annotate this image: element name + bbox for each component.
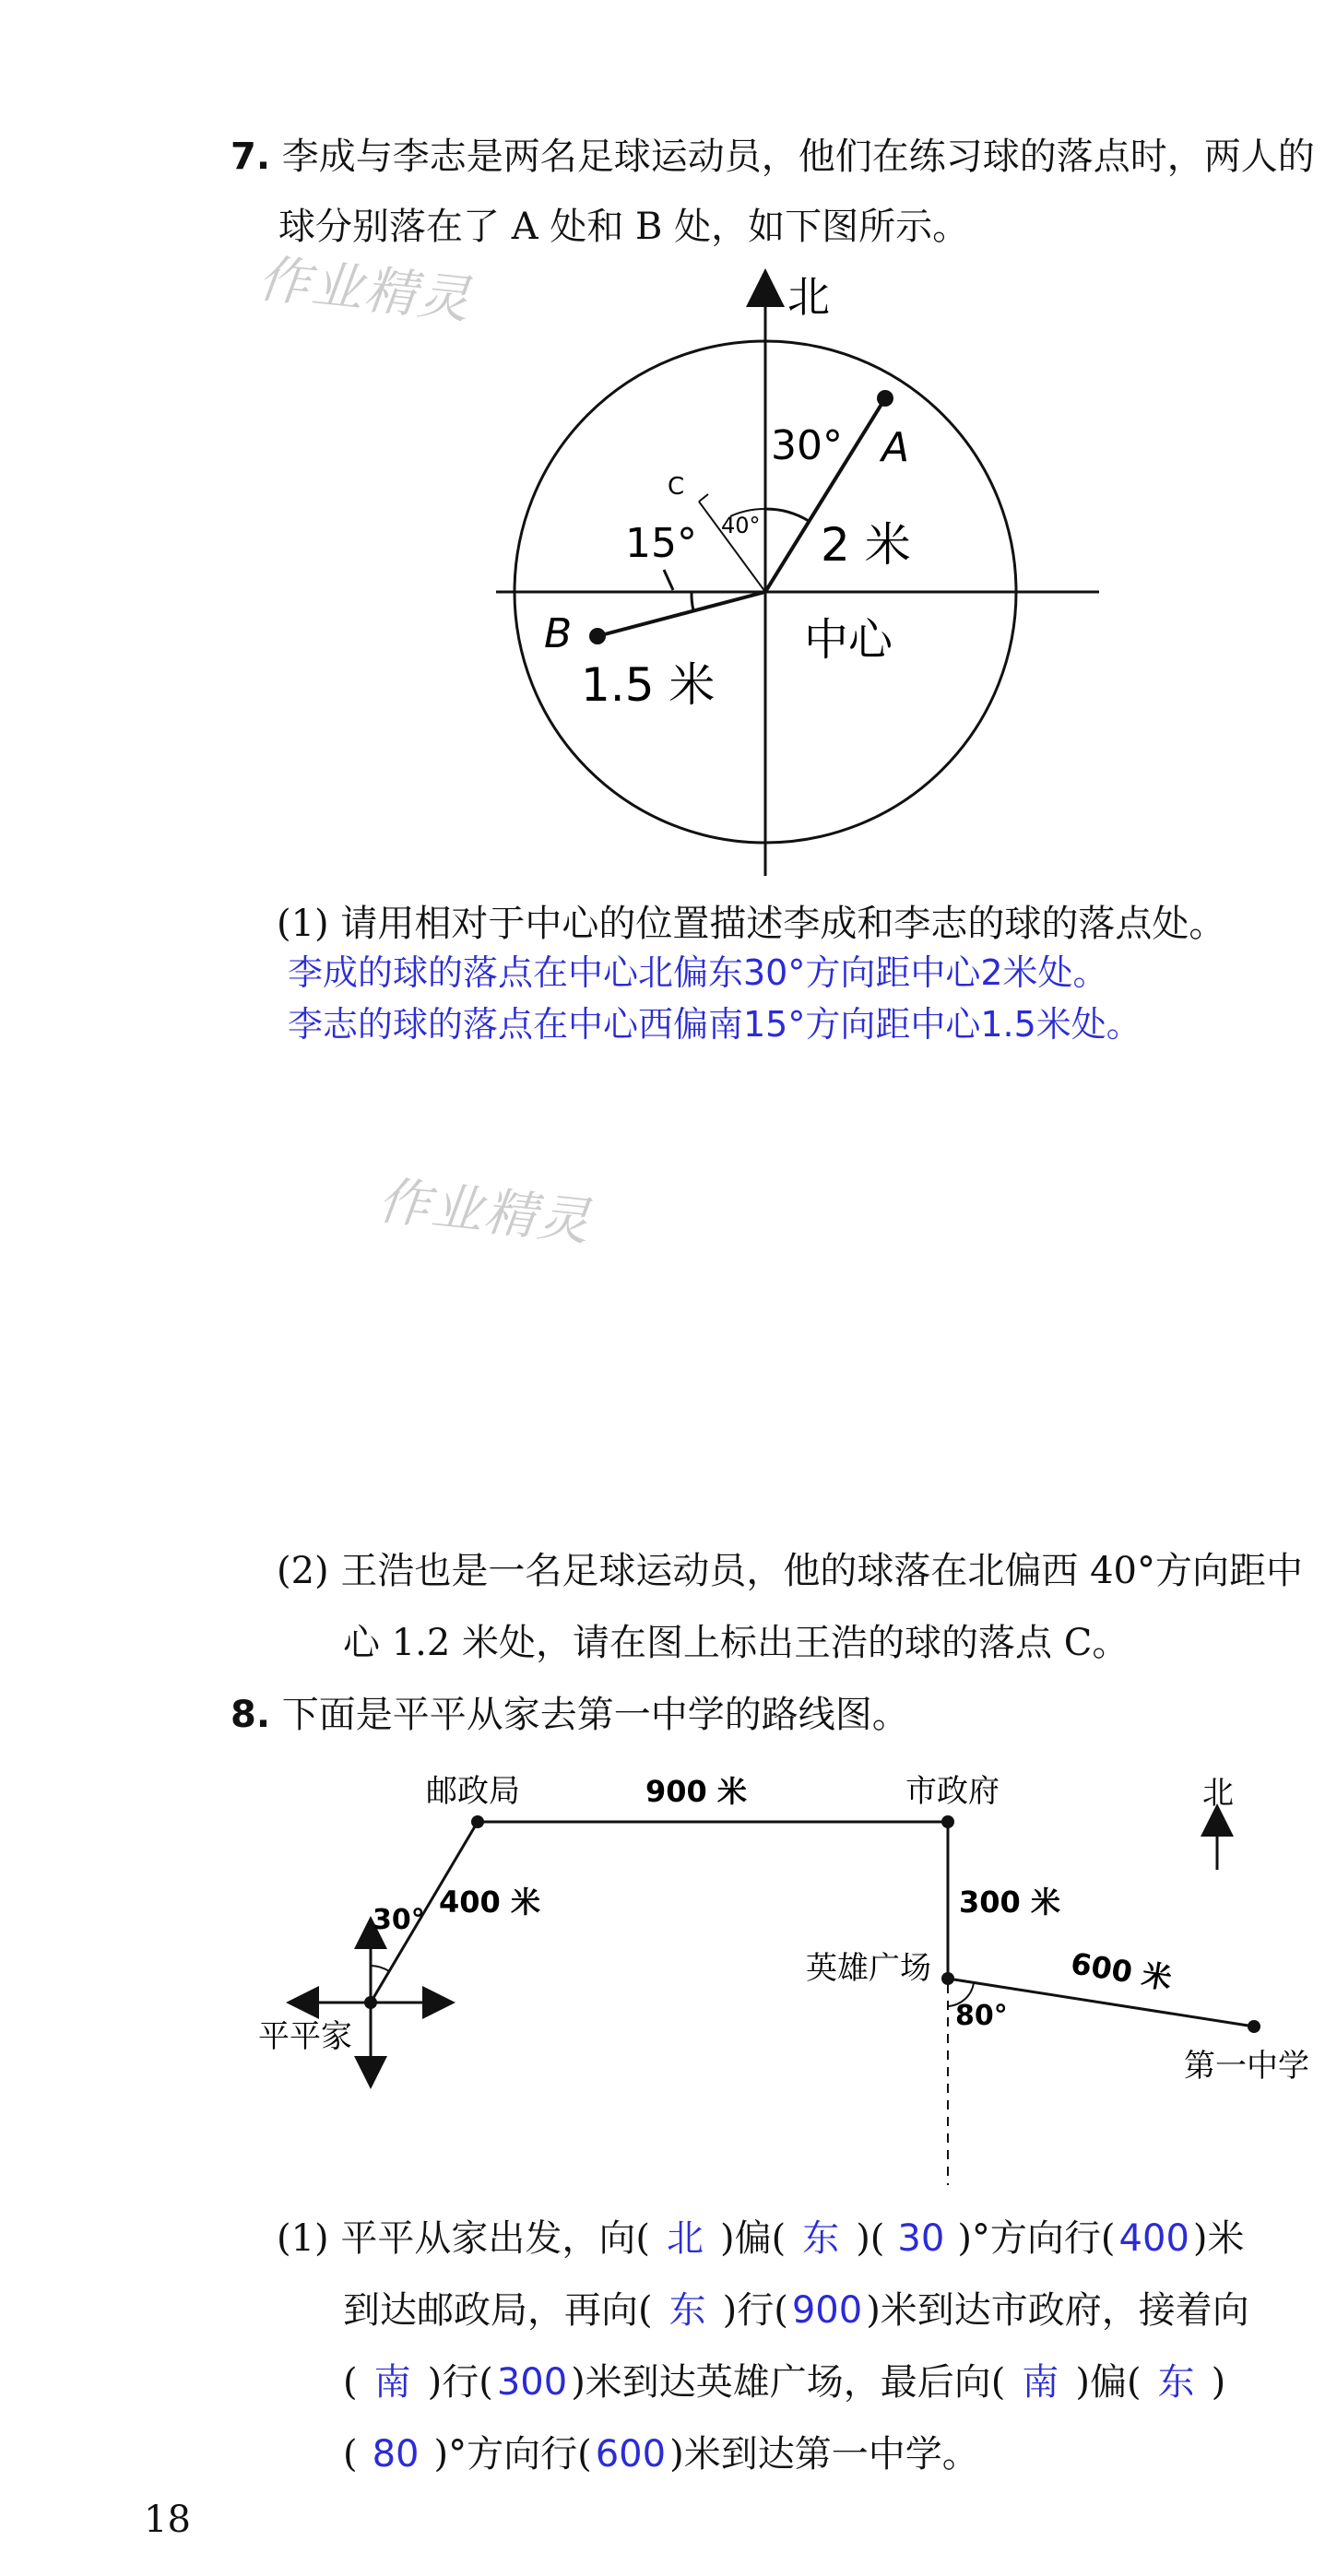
q7-direction-diagram	[479, 267, 1106, 894]
q7-number: 7.	[231, 136, 271, 178]
q7-sub2-line2: 心 1.2 米处，请在图上标出王浩的球的落点 C。	[343, 1622, 1130, 1664]
angle-b-label: 15°	[625, 520, 697, 567]
q8-number: 8.	[231, 1694, 271, 1736]
angle-b-tick	[664, 570, 673, 590]
q8-blank-4: 400	[1118, 2217, 1189, 2260]
q7-answer-1: 李成的球的落点在中心北偏东30°方向距中心2米处。	[288, 952, 1108, 993]
q8-s1-text: )米到达市政府，接着向	[866, 2289, 1249, 2332]
point-square	[941, 1972, 954, 1985]
q7-line2: 球分别落在了 A 处和 B 处，如下图所示。	[278, 206, 970, 248]
dist-square-school-label: 600 米	[1068, 1945, 1175, 1997]
q7-answer-2: 李志的球的落点在中心西偏南15°方向距中心1.5米处。	[288, 1004, 1142, 1045]
q8-blank-1: 北	[666, 2217, 704, 2260]
point-a-label: A	[881, 424, 910, 471]
q8-blank-5: 东	[668, 2289, 706, 2332]
q8-blank-2: 东	[802, 2217, 840, 2260]
dist-post-city-label: 900 米	[645, 1774, 747, 1809]
square-label: 英雄广场	[806, 1950, 931, 1987]
page-number: 18	[144, 2499, 191, 2541]
q7-line1	[231, 135, 1315, 179]
q8-blank-11: 80	[372, 2433, 420, 2476]
square-angle-label: 80°	[955, 2000, 1008, 2032]
q8-blank-6: 900	[791, 2289, 863, 2332]
q8-blank-3: 30	[897, 2217, 945, 2260]
q8-blank-9: 南	[1022, 2361, 1059, 2404]
point-b-label: B	[544, 610, 573, 657]
q8-s1-text: )	[1211, 2361, 1226, 2404]
q8-s1-text: (	[343, 2433, 358, 2476]
center-label: 中心	[804, 614, 893, 666]
watermark-top: 作业精灵	[254, 249, 475, 331]
q8-s1-text: )米到达第一中学。	[669, 2433, 979, 2476]
angle-c-label: 40°	[721, 513, 761, 538]
watermark-middle: 作业精灵	[374, 1171, 595, 1253]
q8-blank-8: 300	[496, 2361, 568, 2404]
home-label: 平平家	[258, 2018, 352, 2055]
q8-s1-text: )偏(	[719, 2217, 787, 2260]
q7-sub1: (1) 请用相对于中心的位置描述李成和李志的球的落点处。	[277, 903, 1226, 945]
q8-sub1-line3	[343, 2360, 1225, 2405]
home-angle-label: 30°	[373, 1904, 425, 1936]
q8-blank-12: 600	[595, 2433, 667, 2476]
q8-s1-text: )°方向行(	[433, 2433, 592, 2476]
angle-b-arc	[692, 592, 693, 610]
q8-blank-10: 东	[1157, 2361, 1195, 2404]
home-angle-arc	[371, 1966, 389, 1971]
city-hall-label: 市政府	[905, 1773, 1000, 1810]
dist-a-label: 2 米	[821, 518, 911, 572]
q8-sub1-line1	[277, 2216, 1245, 2261]
point-home	[364, 1996, 377, 2009]
ray-b	[597, 592, 765, 636]
dist-home-post-label: 400 米	[439, 1885, 540, 1920]
point-city-hall	[941, 1815, 954, 1828]
point-post-office	[471, 1815, 484, 1828]
north-label: 北	[787, 272, 830, 322]
q8-s1-text: )(	[856, 2217, 885, 2260]
q8-title: 下面是平平从家去第一中学的路线图。	[281, 1694, 909, 1736]
q8-title-line	[231, 1693, 909, 1737]
q8-s1-text: )米	[1192, 2217, 1245, 2260]
angle-a-arc	[765, 509, 809, 521]
q8-route-map	[249, 1752, 1319, 2213]
dist-b-label: 1.5 米	[581, 658, 716, 712]
q7-text-line1: 李成与李志是两名足球运动员，他们在练习球的落点时，两人的	[281, 136, 1315, 178]
q8-sub1-line4	[343, 2432, 979, 2476]
q8-blank-7: 南	[373, 2361, 411, 2404]
dist-city-square-label: 300 米	[959, 1885, 1060, 1920]
point-school	[1248, 2020, 1260, 2033]
q8-s1-text: )偏(	[1075, 2361, 1142, 2404]
q8-s1-text: )行(	[722, 2289, 788, 2332]
post-office-label: 邮政局	[426, 1773, 520, 1810]
q8-s1-text: 到达邮政局，再向(	[343, 2289, 653, 2332]
point-c-label: C	[668, 473, 685, 501]
school-label: 第一中学	[1184, 2048, 1309, 2085]
q8-s1-text: (	[343, 2361, 358, 2404]
q8-s1-text: )行(	[427, 2361, 493, 2404]
angle-a-label: 30°	[771, 422, 843, 469]
q8-s1-text: )°方向行(	[957, 2217, 1116, 2260]
q8-s1-text: )米到达英雄广场，最后向(	[571, 2361, 1006, 2404]
q8-s1-text: (1) 平平从家出发，向(	[277, 2217, 650, 2260]
q8-sub1-line2	[343, 2288, 1249, 2333]
q7-sub2-line1: (2) 王浩也是一名足球运动员，他的球落在北偏西 40°方向距中	[277, 1550, 1303, 1592]
map-north-label: 北	[1202, 1775, 1234, 1812]
ray-c-tick	[699, 494, 708, 502]
point-a	[877, 390, 893, 407]
point-b	[589, 628, 606, 644]
